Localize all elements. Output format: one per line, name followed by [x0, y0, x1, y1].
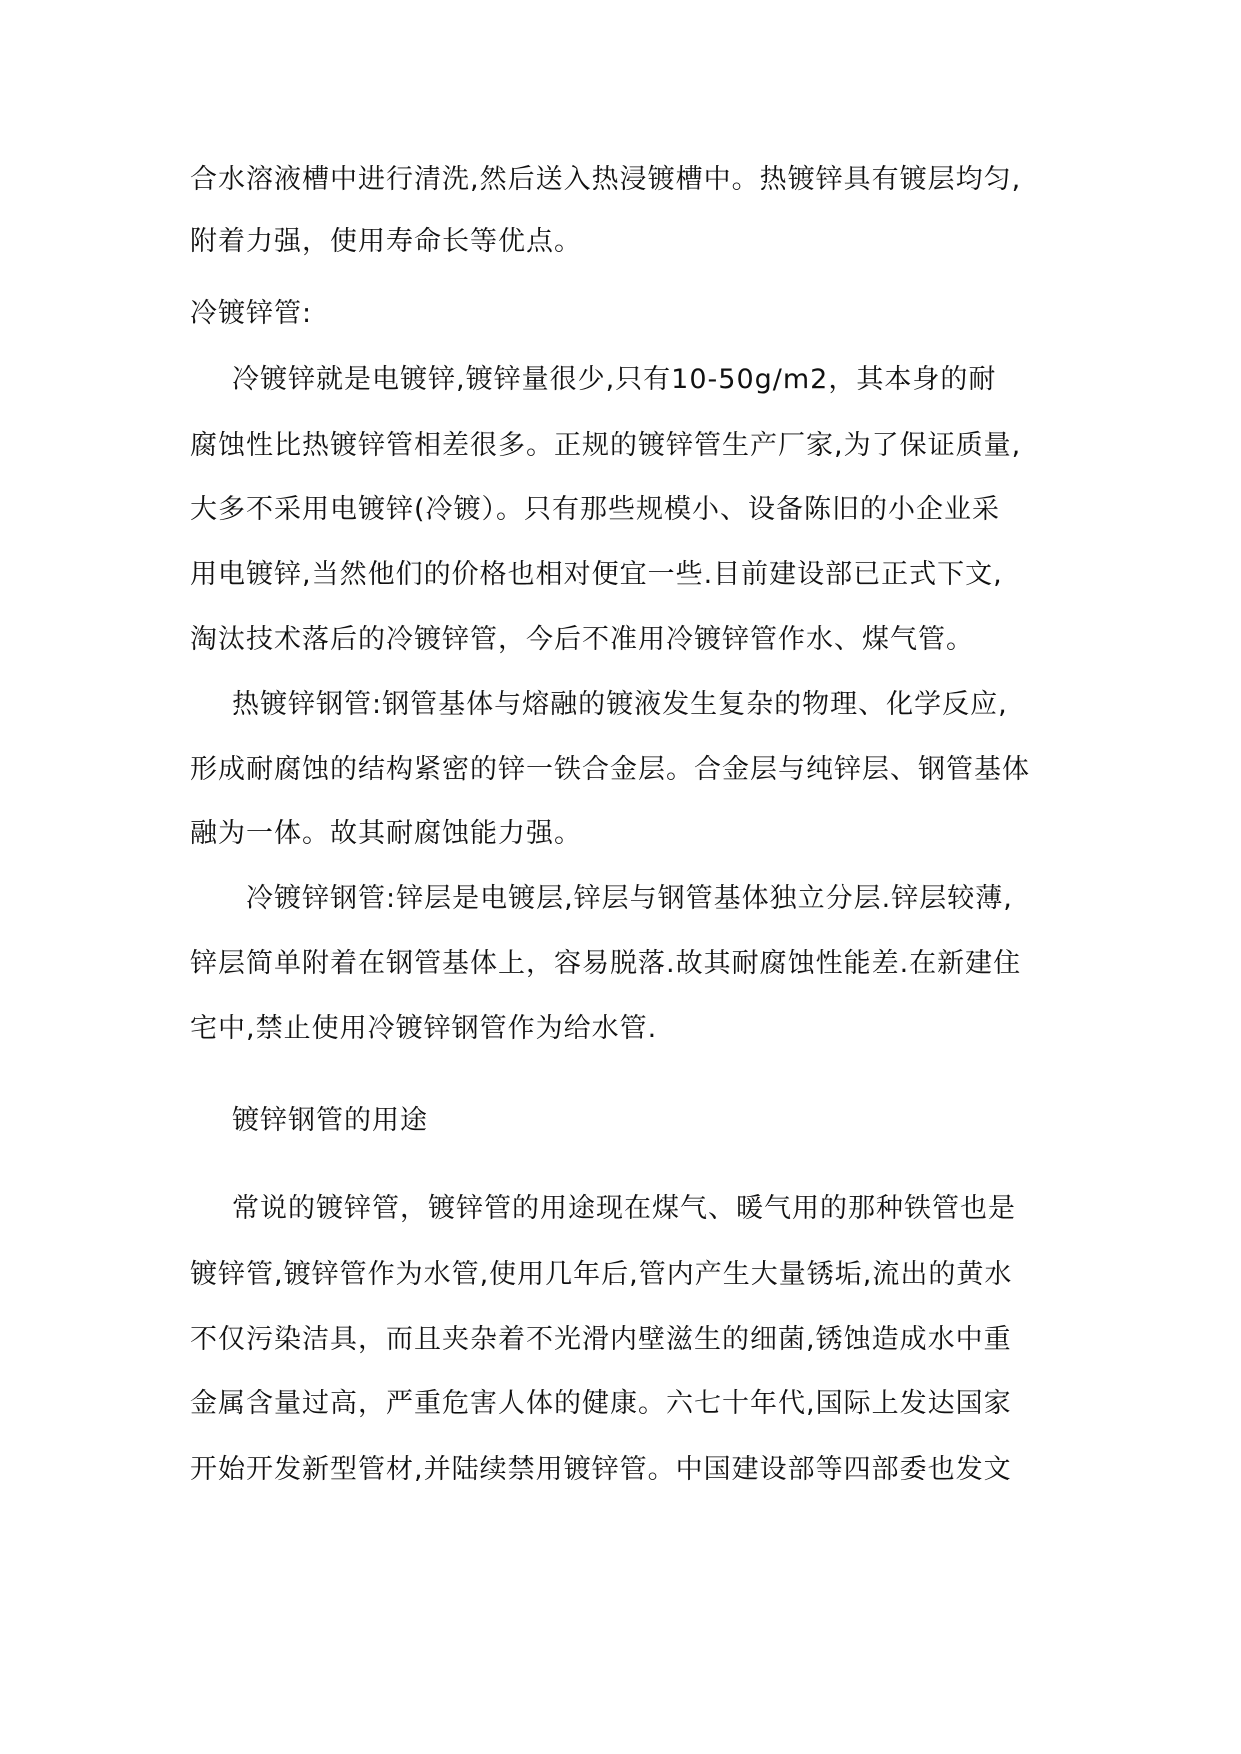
text-line: 合水溶液槽中进行清洗,然后送入热浸镀槽中。热镀锌具有镀层均匀, [190, 164, 1022, 195]
text-line: 冷镀锌就是电镀锌,镀锌量很少,只有10-50g/m2，其本身的耐 [232, 364, 997, 395]
text-line: 热镀锌钢管:钢管基体与熔融的镀液发生复杂的物理、化学反应, [232, 689, 1008, 720]
text-line: 冷镀锌钢管:锌层是电镀层,锌层与钢管基体独立分层.锌层较薄, [246, 883, 1013, 914]
text-line: 用电镀锌,当然他们的价格也相对便宜一些.目前建设部已正式下文, [190, 559, 1003, 590]
text-line: 常说的镀锌管，镀锌管的用途现在煤气、暖气用的那种铁管也是 [232, 1193, 1016, 1224]
section-heading: 镀锌钢管的用途 [232, 1105, 428, 1136]
text-line: 不仅污染洁具，而且夹杂着不光滑内壁滋生的细菌,锈蚀造成水中重 [190, 1324, 1012, 1355]
text-line: 锌层简单附着在钢管基体上，容易脱落.故其耐腐蚀性能差.在新建住 [190, 948, 1022, 979]
text-line: 附着力强，使用寿命长等优点。 [190, 226, 582, 257]
text-line: 大多不采用电镀锌(冷镀）。只有那些规模小、设备陈旧的小企业采 [190, 494, 1001, 525]
text-line: 金属含量过高，严重危害人体的健康。六七十年代,国际上发达国家 [190, 1388, 1012, 1419]
text-line: 镀锌管,镀锌管作为水管,使用几年后,管内产生大量锈垢,流出的黄水 [190, 1259, 1013, 1290]
text-line: 开始开发新型管材,并陆续禁用镀锌管。中国建设部等四部委也发文 [190, 1454, 1012, 1485]
text-line: 形成耐腐蚀的结构紧密的锌一铁合金层。合金层与纯锌层、钢管基体 [190, 754, 1030, 785]
text-line: 宅中,禁止使用冷镀锌钢管作为给水管. [190, 1013, 658, 1044]
text-line: 融为一体。故其耐腐蚀能力强。 [190, 818, 582, 849]
text-line: 腐蚀性比热镀锌管相差很多。正规的镀锌管生产厂家,为了保证质量, [190, 430, 1022, 461]
section-heading: 冷镀锌管: [190, 298, 313, 329]
text-line: 淘汰技术落后的冷镀锌管，今后不准用冷镀锌管作水、煤气管。 [190, 624, 974, 655]
